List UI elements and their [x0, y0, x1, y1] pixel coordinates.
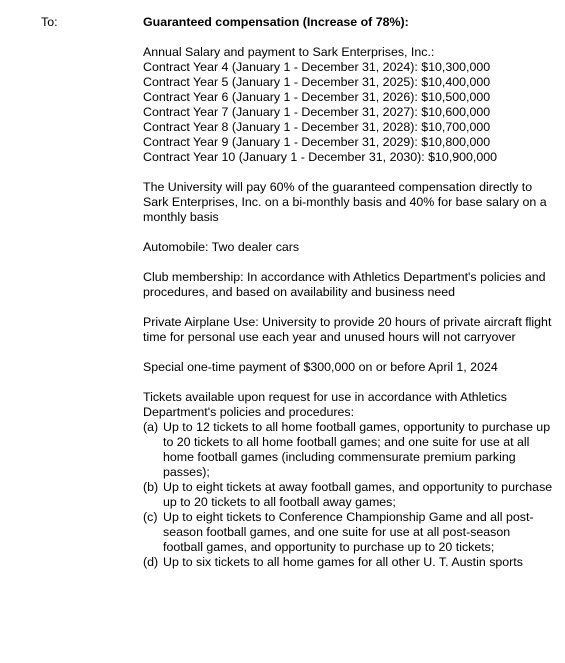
ticket-item-d	[143, 555, 553, 570]
compensation-section	[143, 15, 553, 570]
ticket-text: Up to eight tickets at away football games, and opportunity to purchase up to 20 tickets to all football away games;	[163, 480, 553, 509]
payment-split-paragraph: The University will pay 60% of the guaranteed compensation directly to Sark Enterprises, Inc. on a bi-monthly basis and 40% for base salary on a monthly basis	[143, 180, 547, 224]
club-membership-paragraph: Club membership: In accordance with Athletics Department's policies and procedures, and based on availability and business need	[143, 270, 546, 299]
ticket-item-c	[143, 510, 553, 555]
contract-year-5: Contract Year 5 (January 1 - December 31, 2025): $10,400,000	[143, 75, 491, 89]
airplane-paragraph: Private Airplane Use: University to provide 20 hours of private aircraft flight time for personal use each year and unused hours will not carryover	[143, 315, 552, 344]
ticket-marker: (b)	[143, 480, 159, 494]
ticket-item-a	[143, 420, 553, 480]
tickets-list	[143, 420, 553, 570]
automobile-paragraph: Automobile: Two dealer cars	[143, 240, 300, 254]
tickets-intro: Tickets available upon request for use in accordance with Athletics Department's policies and procedures:	[143, 390, 507, 419]
salary-block	[143, 45, 553, 165]
ticket-text: Up to eight tickets to Conference Championship Game and all post-season football games, and one suite for use at all post-season football games, and opportunity to purchase up to 20 tickets;	[163, 510, 534, 554]
ticket-item-b	[143, 480, 553, 510]
tickets-block	[143, 390, 553, 570]
ticket-marker: (a)	[143, 420, 159, 434]
ticket-text: Up to six tickets to all home games for all other U. T. Austin sports	[163, 555, 523, 569]
ticket-marker: (c)	[143, 510, 158, 524]
contract-year-4: Contract Year 4 (January 1 - December 31, 2024): $10,300,000	[143, 60, 491, 74]
contract-year-6: Contract Year 6 (January 1 - December 31, 2026): $10,500,000	[143, 90, 491, 104]
compensation-heading: Guaranteed compensation (Increase of 78%):	[143, 15, 409, 29]
ticket-text: Up to 12 tickets to all home football games, opportunity to purchase up to 20 tickets to all home football games; and one suite for use at all home football games (including commensurate premium parking passes);	[163, 420, 551, 479]
ticket-marker: (d)	[143, 555, 159, 569]
special-payment-paragraph: Special one-time payment of $300,000 on or before April 1, 2024	[143, 360, 498, 374]
contract-year-10: Contract Year 10 (January 1 - December 31, 2030): $10,900,000	[143, 150, 498, 164]
contract-year-9: Contract Year 9 (January 1 - December 31, 2029): $10,800,000	[143, 135, 491, 149]
contract-year-7: Contract Year 7 (January 1 - December 31, 2027): $10,600,000	[143, 105, 491, 119]
to-label: To:	[41, 15, 58, 29]
salary-intro: Annual Salary and payment to Sark Enterprises, Inc.:	[143, 45, 435, 59]
contract-year-8: Contract Year 8 (January 1 - December 31, 2028): $10,700,000	[143, 120, 491, 134]
